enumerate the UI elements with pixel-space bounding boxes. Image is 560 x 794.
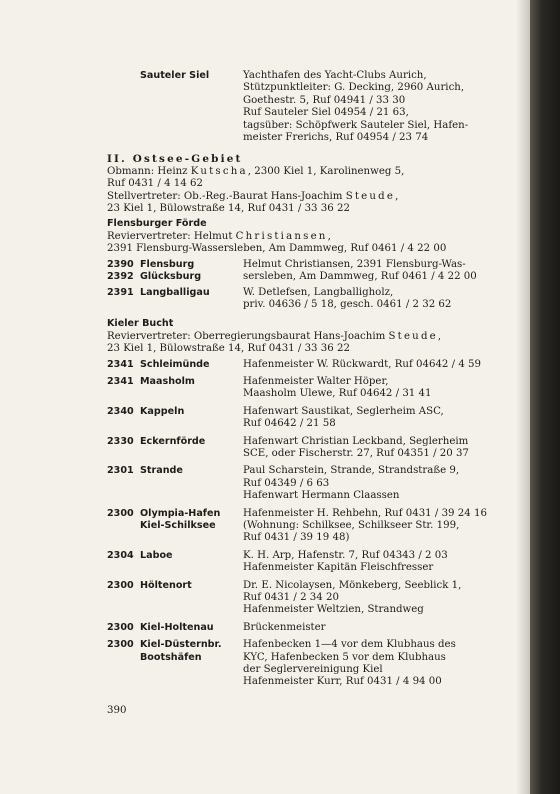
place-name-line: Höltenort bbox=[140, 579, 192, 591]
harbour-entry bbox=[107, 287, 507, 312]
place-name bbox=[140, 465, 243, 502]
postal-code: 2330 bbox=[107, 435, 134, 447]
place-name: Sauteler Siel bbox=[140, 70, 210, 81]
place-name-line: Kiel-Holtenau bbox=[140, 621, 214, 633]
representative-line bbox=[107, 331, 507, 343]
postal-code: 2391 bbox=[107, 286, 134, 298]
place-name: Langballigau bbox=[140, 286, 210, 298]
description-line: Yachthafen des Yacht-Clubs Aurich, bbox=[243, 70, 427, 81]
harbour-entry bbox=[107, 465, 507, 502]
description-line: Hafenwart Christian Leckband, Seglerheim bbox=[243, 435, 469, 447]
description-line: Maasholm Ulewe, Ruf 04642 / 31 41 bbox=[243, 388, 432, 400]
description-line: tagsüber: Schöpfwerk Sauteler Siel, Hafen- bbox=[243, 119, 469, 131]
representative-suffix: , bbox=[437, 330, 442, 342]
description-line: K. H. Arp, Hafenstr. 7, Ruf 04343 / 2 03 bbox=[243, 549, 448, 561]
description-line: Ruf Sauteler Siel 04954 / 21 63, bbox=[243, 107, 409, 119]
representative-surname: Steude bbox=[388, 330, 438, 342]
place-name bbox=[140, 508, 243, 545]
description-line: Hafenbecken 1—4 vor dem Klubhaus des bbox=[243, 639, 456, 651]
sauteler-siel-entry bbox=[107, 70, 507, 144]
place-name-line: Laboe bbox=[140, 549, 173, 561]
representative-prefix: Reviervertreter: Oberregierungsbaurat Hans-Joachim bbox=[107, 330, 389, 342]
representative-suffix: , bbox=[327, 230, 331, 242]
description-line: Hafenmeister Weltzien, Strandweg bbox=[243, 604, 424, 616]
postal-code: 2301 bbox=[107, 465, 134, 477]
subsection-heading: Flensburger Förde bbox=[107, 218, 207, 230]
description-line: Hafenmeister Kurr, Ruf 0431 / 4 94 00 bbox=[243, 676, 442, 688]
description-line: KYC, Hafenbecken 5 vor dem Klubhaus bbox=[243, 651, 446, 663]
place-name bbox=[140, 622, 243, 634]
deputy-prefix: Stellvertreter: Ob.-Reg.-Baurat Hans-Joachim bbox=[107, 190, 346, 202]
postal-code: 2340 bbox=[107, 405, 134, 417]
postal-code: 2341 bbox=[107, 375, 134, 387]
entry-description bbox=[243, 70, 468, 144]
description-line: Hafenmeister Kapitän Fleischfresser bbox=[243, 562, 434, 574]
page-number: 390 bbox=[107, 705, 127, 716]
place-name-line: Flensburg bbox=[140, 258, 195, 270]
harbour-entry bbox=[107, 436, 507, 461]
deputy-line bbox=[107, 191, 507, 203]
entry-description bbox=[243, 359, 507, 371]
description-line: Ruf 0431 / 39 19 48) bbox=[243, 532, 350, 544]
harbour-entry bbox=[107, 639, 507, 689]
harbour-entry bbox=[107, 580, 507, 617]
place-name bbox=[140, 406, 243, 431]
description-line: Hafenmeister W. Rückwardt, Ruf 04642 / 4 59 bbox=[243, 358, 481, 370]
entry-description bbox=[243, 465, 507, 502]
entry-description bbox=[243, 622, 507, 634]
postal-code: 2300 bbox=[107, 579, 134, 591]
postal-code: 2300 bbox=[107, 621, 134, 633]
place-name bbox=[140, 550, 243, 575]
postal-code: 2300 bbox=[107, 507, 134, 519]
place-name bbox=[140, 436, 243, 461]
place-name bbox=[140, 376, 243, 401]
harbour-list bbox=[107, 359, 507, 689]
description-line: Paul Scharstein, Strande, Strandstraße 9, bbox=[243, 465, 460, 477]
place-name-line: Kiel-Schilksee bbox=[140, 520, 216, 531]
entry-description bbox=[243, 580, 507, 617]
section-heading: II. Ostsee-Gebiet bbox=[107, 153, 243, 166]
description-line: Hafenmeister H. Rehbehn, Ruf 0431 / 39 24 16 bbox=[243, 507, 487, 519]
place-name-line: Olympia-Hafen bbox=[140, 507, 221, 519]
obmann-surname: Kutscha bbox=[190, 165, 248, 177]
description-line: Hafenmeister Walter Höper, bbox=[243, 375, 389, 387]
deputy-surname: Steude bbox=[345, 190, 396, 202]
description-line: meister Frerichs, Ruf 04954 / 23 74 bbox=[243, 132, 429, 144]
place-name-line: Bootshäfen bbox=[140, 651, 202, 663]
place-name bbox=[140, 359, 243, 371]
place-name-line: Maasholm bbox=[140, 375, 195, 387]
place-name-line: Glücksburg bbox=[140, 271, 202, 283]
description-line: Goethestr. 5, Ruf 04941 / 33 30 bbox=[243, 94, 406, 106]
representative-prefix: Reviervertreter: Helmut bbox=[107, 230, 236, 242]
harbour-entry bbox=[107, 359, 507, 371]
place-name bbox=[140, 639, 243, 689]
obmann-phone: Ruf 0431 / 4 14 62 bbox=[107, 178, 203, 190]
postal-code: 2304 bbox=[107, 549, 134, 561]
book-gutter bbox=[530, 0, 560, 794]
place-name-line: Eckernförde bbox=[140, 435, 206, 447]
page-content bbox=[107, 70, 507, 689]
description-line: Ruf 04642 / 21 58 bbox=[243, 418, 336, 430]
entry-description bbox=[243, 550, 507, 575]
entry-description bbox=[243, 259, 507, 284]
obmann-address: , 2300 Kiel 1, Karolinenweg 5, bbox=[247, 165, 405, 177]
entry-description bbox=[243, 376, 507, 401]
description-line: Ruf 0431 / 2 34 20 bbox=[243, 592, 339, 604]
entry-description bbox=[243, 639, 507, 689]
representative-line bbox=[107, 231, 507, 243]
deputy-suffix: , bbox=[395, 190, 399, 202]
description-line: Hafenwart Hermann Claassen bbox=[243, 490, 400, 502]
postal-code: 2300 bbox=[107, 639, 134, 651]
description-line: priv. 04636 / 5 18, gesch. 0461 / 2 32 62 bbox=[243, 298, 452, 310]
postal-code bbox=[107, 259, 140, 284]
harbour-entry bbox=[107, 508, 507, 545]
postal-code: 2341 bbox=[107, 358, 134, 370]
obmann-prefix: Obmann: Heinz bbox=[107, 165, 191, 177]
representative-address: 23 Kiel 1, Bülowstraße 14, Ruf 0431 / 33 36 22 bbox=[107, 343, 350, 355]
harbour-entry bbox=[107, 406, 507, 431]
description-line: Stützpunktleiter: G. Decking, 2960 Aurich, bbox=[243, 82, 465, 94]
obmann-line bbox=[107, 166, 507, 178]
place-name-line: Schleimünde bbox=[140, 358, 210, 370]
entry-description bbox=[243, 436, 507, 461]
representative-address: 2391 Flensburg-Wassersleben, Am Dammweg, Ruf 0461 / 4 22 00 bbox=[107, 243, 447, 255]
place-name bbox=[140, 259, 243, 284]
postal-code-line: 2390 bbox=[107, 258, 134, 270]
place-name-line: Kiel-Düsternbr. bbox=[140, 639, 222, 651]
description-line: Hafenwart Saustikat, Seglerheim ASC, bbox=[243, 405, 444, 417]
description-line: sersleben, Am Dammweg, Ruf 0461 / 4 22 00 bbox=[243, 271, 477, 283]
place-name-line: Kappeln bbox=[140, 405, 185, 417]
entry-description bbox=[243, 287, 507, 312]
representative-surname: Christiansen bbox=[235, 230, 328, 242]
description-line: W. Detlefsen, Langballigholz, bbox=[243, 286, 394, 298]
description-line: Dr. E. Nicolaysen, Mönkeberg, Seeblick 1, bbox=[243, 579, 462, 591]
harbour-entry bbox=[107, 259, 507, 284]
harbour-entry bbox=[107, 622, 507, 634]
description-line: (Wohnung: Schilksee, Schilkseer Str. 199, bbox=[243, 520, 460, 531]
subsection-heading: Kieler Bucht bbox=[107, 318, 174, 330]
postal-code-line: 2392 bbox=[107, 271, 134, 283]
entry-description bbox=[243, 508, 507, 545]
description-line: Ruf 04349 / 6 63 bbox=[243, 477, 330, 489]
place-name bbox=[140, 580, 243, 617]
description-line: Brückenmeister bbox=[243, 621, 326, 633]
deputy-address: 23 Kiel 1, Bülowstraße 14, Ruf 0431 / 33 36 22 bbox=[107, 203, 350, 215]
harbour-entry bbox=[107, 376, 507, 401]
entry-description bbox=[243, 406, 507, 431]
description-line: Helmut Christiansen, 2391 Flensburg-Was- bbox=[243, 258, 466, 270]
place-name-line: Strande bbox=[140, 465, 183, 477]
description-line: SCE, oder Fischerstr. 27, Ruf 04351 / 20 37 bbox=[243, 447, 469, 459]
description-line: der Seglervereinigung Kiel bbox=[243, 664, 383, 676]
harbour-entry bbox=[107, 550, 507, 575]
